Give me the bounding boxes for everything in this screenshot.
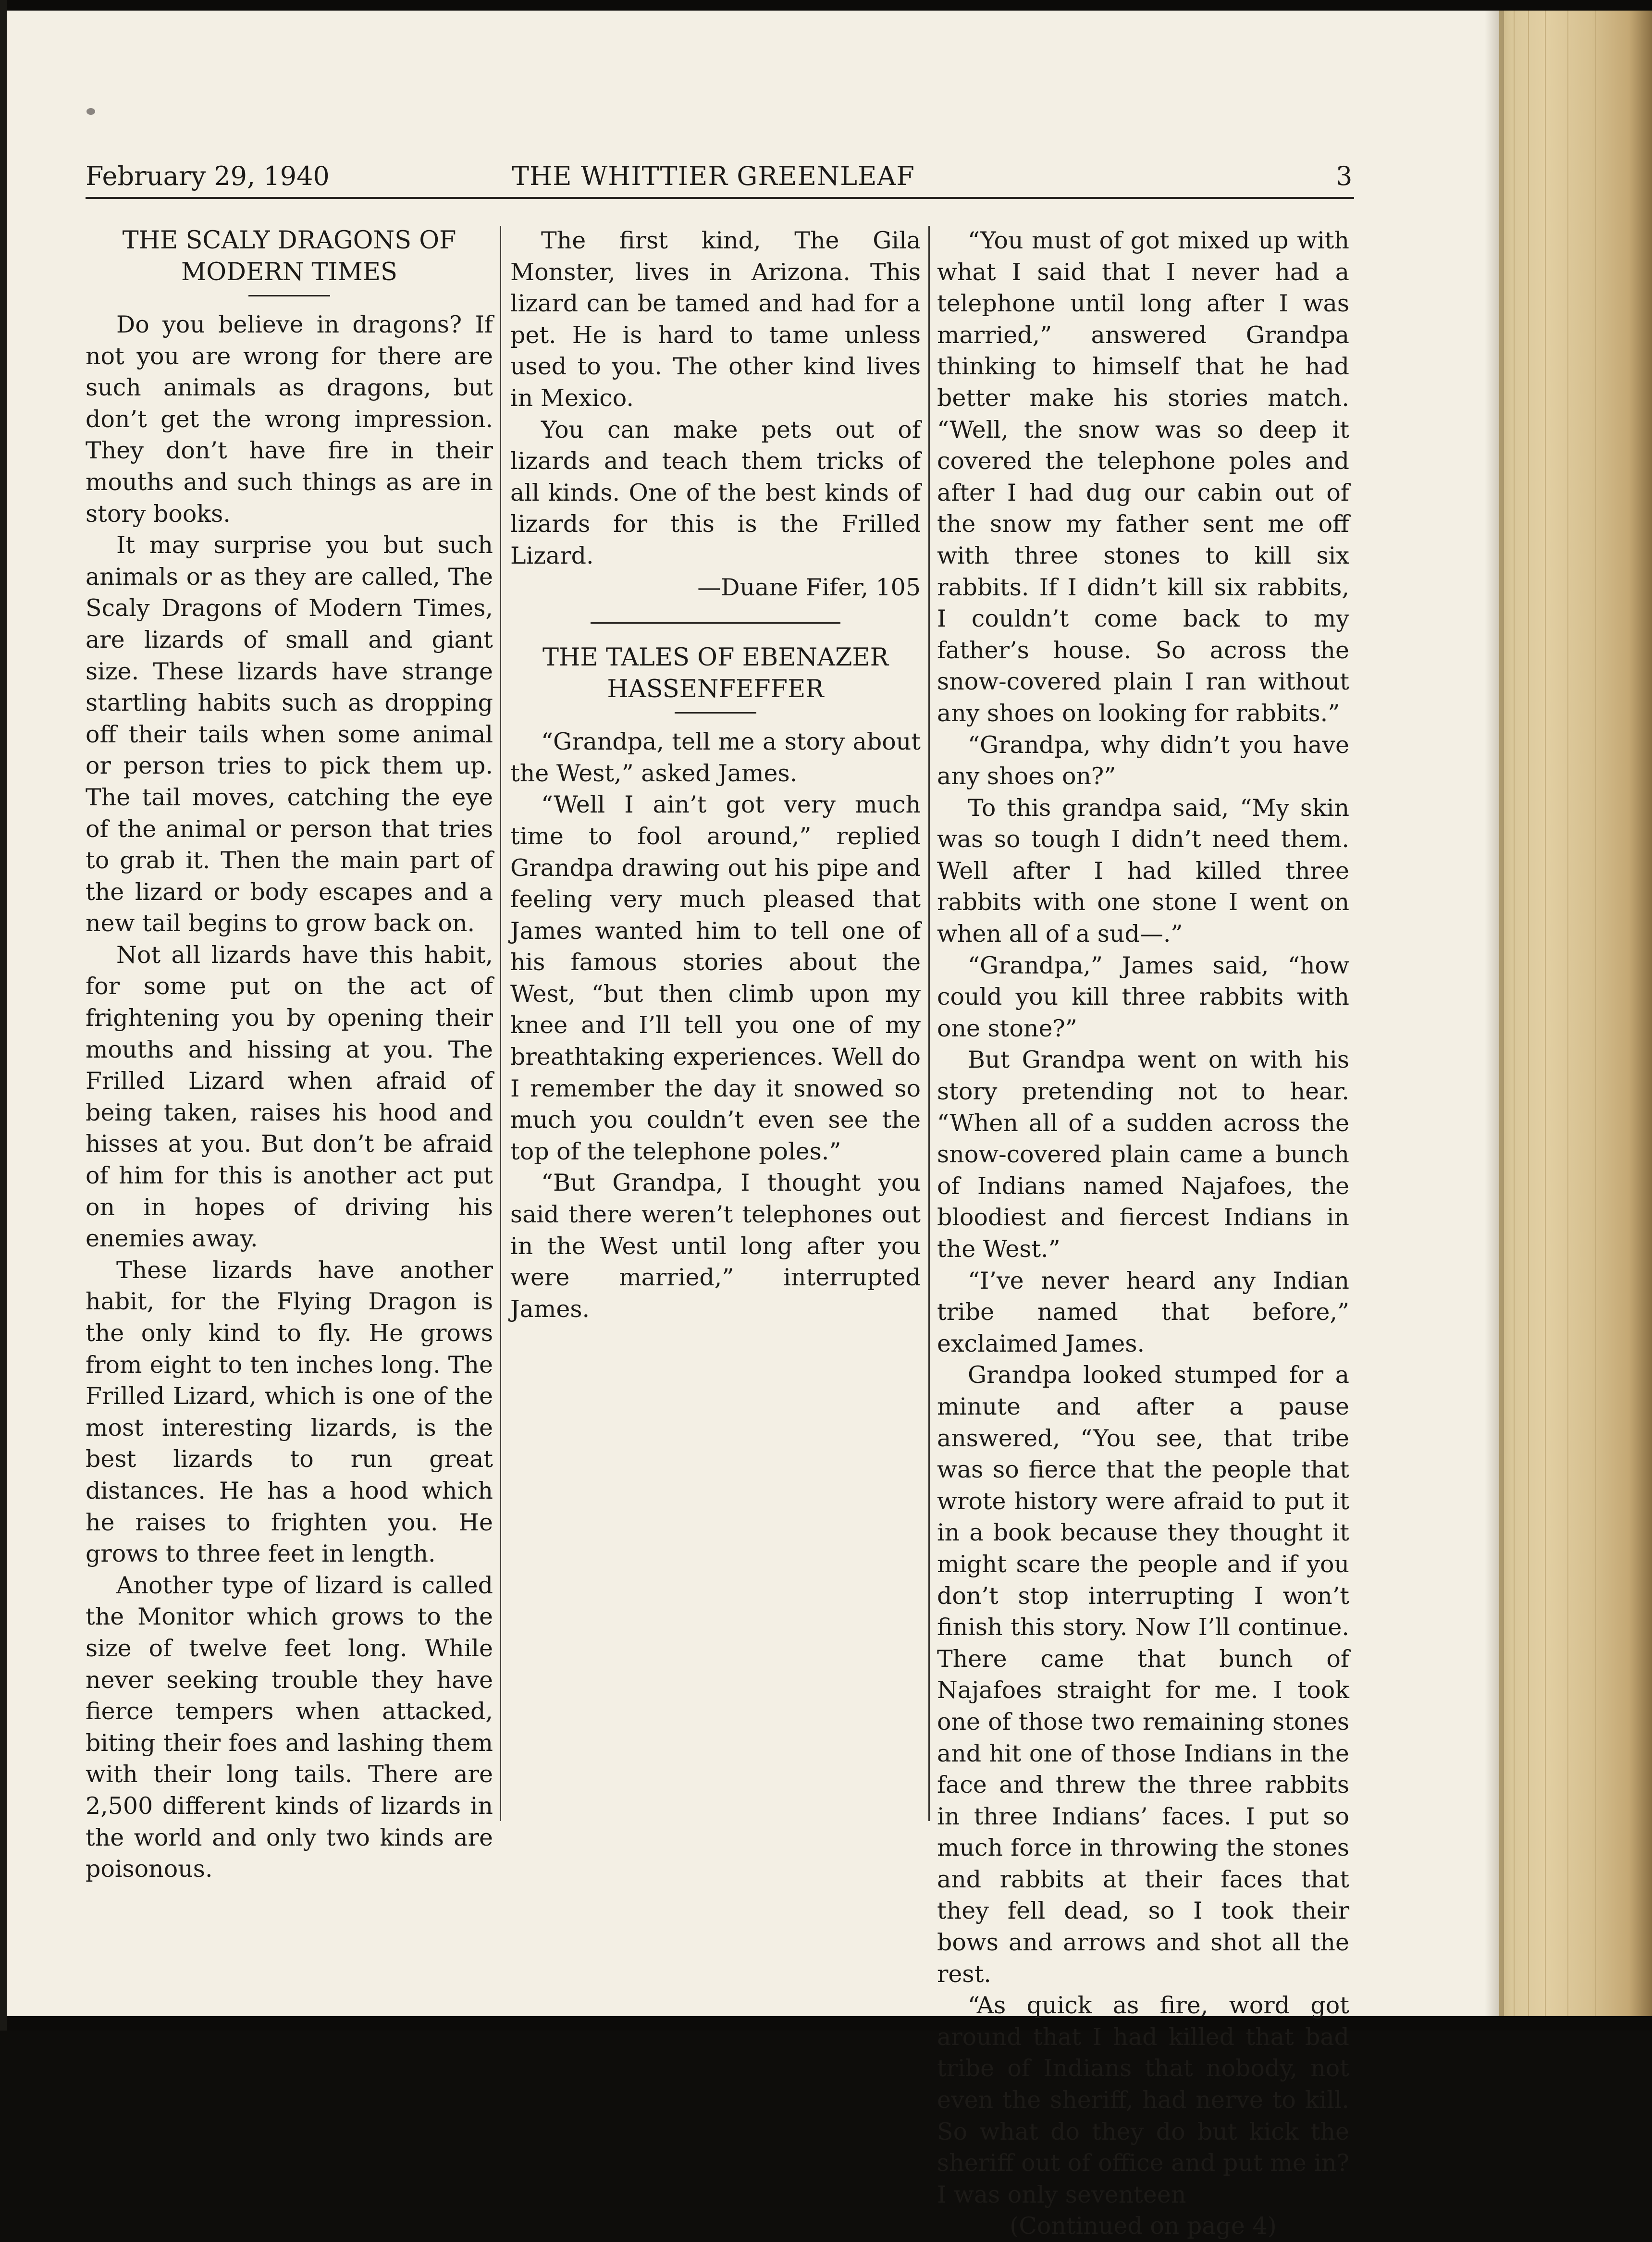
column-3 [937, 225, 1349, 2242]
article-2-paragraph: But Grandpa went on with his story pretending not to hear. “When all of a sudden across the snow-covered plain came a bunch of Indians named Najafoes, the bloodiest and fiercest Indians in the West.” [937, 1046, 1349, 1263]
article-2-paragraph: Grandpa looked stumped for a minute and after a pause answered, “You see, that tribe was so fierce that the people that wrote history were afraid to put it in a book because they thought it might scare the people and if you don’t stop interrupting I won’t finish this story. Now I’ll continue. There came that bunch of Najafoes straight for me. I took one of those two remaining stones and hit one of those Indians in the face and threw the three rabbits in three Indians’ faces. I put so much force in throwing the stones and rabbits at their faces that they fell dead, so I took their bows and arrows and shot all the rest. [937, 1361, 1349, 1988]
article-1-paragraph: You can make pets out of lizards and teach them tricks of all kinds. One of the best kinds of lizards for this is the Frilled Lizard. [510, 416, 921, 569]
article-1-signature: —Duane Fifer, 105 [697, 573, 921, 601]
article-2-title-line-1: THE TALES OF EBENAZER [542, 643, 889, 672]
page-edge-line [1514, 11, 1515, 2016]
binding-shadow [1485, 11, 1504, 2016]
scan-border-bottom [0, 2016, 1652, 2031]
article-1-paragraph: Another type of lizard is called the Monitor which grows to the size of twelve feet long. While never seeking trouble they have fierce tempers when attacked, biting their foes and lashing them with their long tails. There are 2,500 different kinds of lizards in the world and only two kinds are poisonous. [86, 1571, 493, 1883]
newspaper-title: THE WHITTIER GREENLEAF [512, 161, 915, 191]
page-edge-line [1595, 11, 1596, 2016]
article-2-paragraph: “As quick as fire, word got around that I had killed that bad tribe of Indians that nobody, not even the sheriff, had nerve to kill. So what do they do but kick the sheriff out of office and put me in? I was only seventeen [937, 1992, 1349, 2208]
header-rule [86, 197, 1354, 199]
page-number: 3 [1336, 161, 1353, 191]
book-fore-edge [1499, 11, 1652, 2016]
page-edge-line [1528, 11, 1529, 2016]
issue-date: February 29, 1940 [86, 161, 330, 191]
column-1 [86, 225, 493, 1885]
article-1-paragraph: It may surprise you but such animals or as they are called, The Scaly Dragons of Modern Times, are lizards of small and giant size. These lizards have strange startling habits such as dropping off their tails when some animal or person tries to pick them up. The tail moves, catching the eye of the animal or person that tries to grab it. Then the main part of the lizard or body escapes and a new tail begins to grow back on. [86, 531, 493, 937]
article-separator [591, 622, 840, 624]
scan-border-top [0, 0, 1652, 11]
column-divider [500, 226, 501, 1821]
article-2-paragraph: To this grandpa said, “My skin was so tough I didn’t need them. Well after I had killed three rabbits with one stone I went on when all of a sud—.” [937, 794, 1349, 948]
article-1-paragraph: Not all lizards have this habit, for some put on the act of frightening you by opening their mouths and hissing at you. The Frilled Lizard when afraid of being taken, raises his hood and hisses at you. But don’t be afraid of him for this is another act put on in hopes of driving his enemies away. [86, 941, 493, 1253]
article-1-paragraph: The first kind, The Gila Monster, lives in Arizona. This lizard can be tamed and had for a pet. He is hard to tame unless used to you. The other kind lives in Mexico. [510, 227, 921, 412]
article-2-paragraph: “You must of got mixed up with what I said that I never had a telephone until long after I was married,” answered Grandpa thinking to himself that he had better make his stories match. “Well, the snow was so deep it covered the telephone poles and after I had dug our cabin out of the snow my father sent me off with three stones to kill six rabbits. If I didn’t kill six rabbits, I couldn’t come back to my father’s house. So across the snow-covered plain I ran without any shoes on looking for rabbits.” [937, 227, 1349, 727]
continued-notice: (Continued on page 4) [1010, 2212, 1277, 2240]
article-2-paragraph: “Grandpa,” James said, “how could you kill three rabbits with one stone?” [937, 951, 1349, 1042]
column-divider [928, 226, 930, 1821]
ink-mark [86, 108, 95, 115]
article-2-paragraph: “Grandpa, why didn’t you have any shoes on?” [937, 731, 1349, 790]
title-rule [248, 295, 330, 296]
article-1-title-line-1: THE SCALY DRAGONS OF [122, 226, 456, 255]
article-1-paragraph: Do you believe in dragons? If not you are wrong for there are such animals as dragons, but don’t get the wrong impression. They don’t have fire in their mouths and such things as are in story books. [86, 311, 493, 528]
article-2-title-line-2: HASSENFEFFER [607, 675, 824, 704]
article-2-paragraph: “Grandpa, tell me a story about the West,” asked James. [510, 728, 921, 787]
article-2-paragraph: “Well I ain’t got very much time to fool around,” replied Grandpa drawing out his pipe and feeling very much pleased that James wanted him to tell one of his famous stories about the West, “but then climb upon my knee and I’ll tell you one of my breathtaking experiences. Well do I remember the day it snowed so much you couldn’t even see the top of the telephone poles.” [510, 791, 921, 1165]
article-2-paragraph: “I’ve never heard any Indian tribe named that before,” exclaimed James. [937, 1267, 1349, 1357]
page-edge-line [1567, 11, 1568, 2016]
article-2-paragraph: “But Grandpa, I thought you said there weren’t telephones out in the West until long after you were married,” interrupted James. [510, 1169, 921, 1323]
scan-border-left [0, 0, 7, 2031]
title-rule [675, 712, 756, 714]
column-2 [510, 225, 921, 1325]
page-edge-line [1545, 11, 1546, 2016]
article-1-title-line-2: MODERN TIMES [181, 258, 397, 286]
article-1-paragraph: These lizards have another habit, for the Flying Dragon is the only kind to fly. He grows from eight to ten inches long. The Frilled Lizard, which is one of the most interesting lizards, is the best lizards to run great distances. He has a hood which he raises to frighten you. He grows to three feet in length. [86, 1256, 493, 1568]
